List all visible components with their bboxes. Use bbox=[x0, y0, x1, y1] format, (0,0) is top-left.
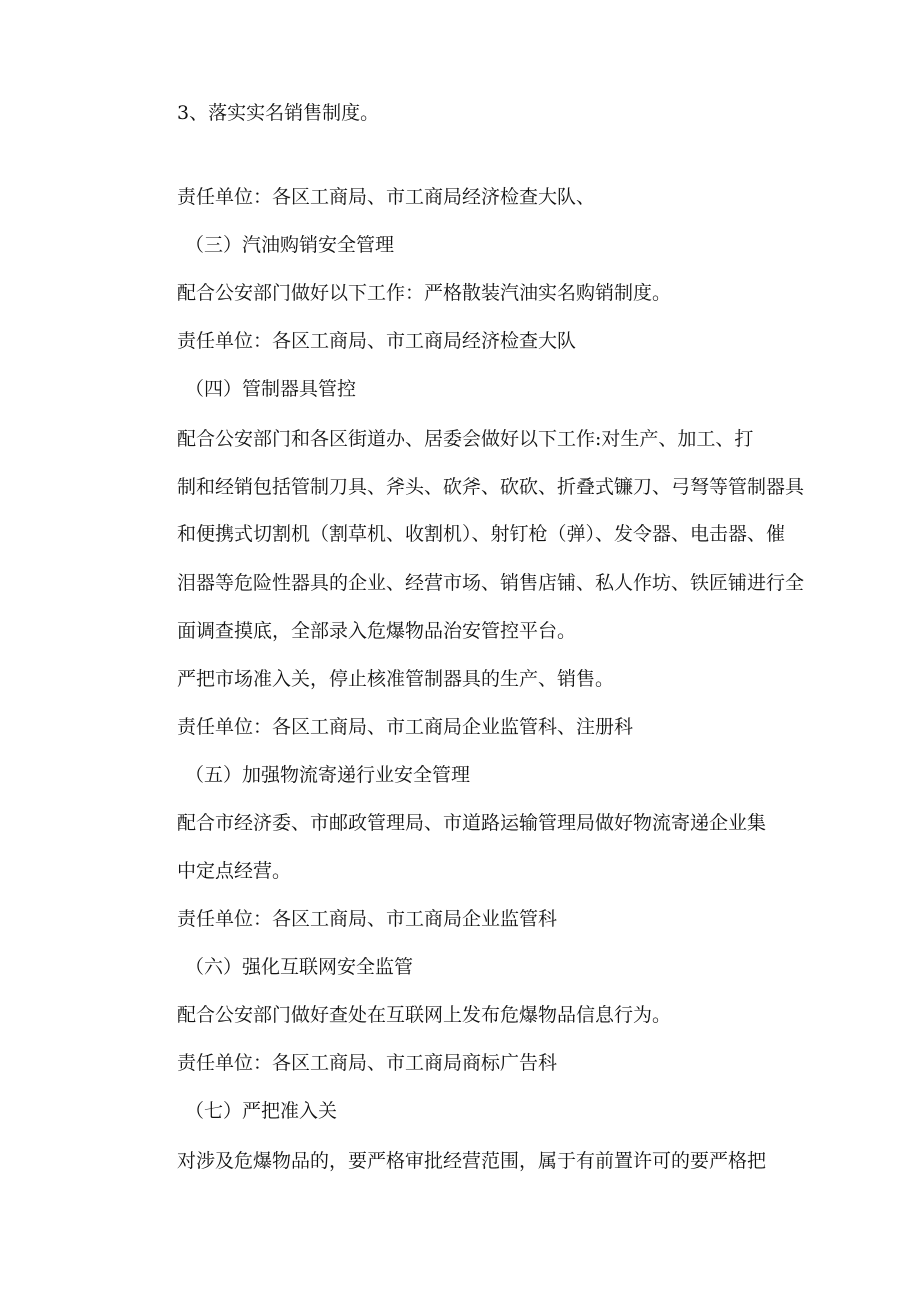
list-item-real-name-sales: 3、落实实名销售制度。 bbox=[177, 102, 380, 124]
paragraph-line: 配合公安部门做好查处在互联网上发布危爆物品信息行为。 bbox=[177, 1004, 672, 1026]
paragraph-line: 面调查摸底，全部录入危爆物品治安管控平台。 bbox=[177, 620, 577, 642]
paragraph-line: 配合公安部门和各区街道办、居委会做好以下工作:对生产、加工、打 bbox=[177, 428, 754, 450]
paragraph-line: 制和经销包括管制刀具、斧头、砍斧、砍砍、折叠式镰刀、弓弩等管制器具 bbox=[177, 476, 805, 498]
paragraph-line: 和便携式切割机（割草机、收割机）、射钉枪（弹）、发令器、电击器、催 bbox=[177, 523, 786, 545]
section-heading-controlled-tools: （四）管制器具管控 bbox=[185, 378, 357, 400]
responsible-unit-line: 责任单位：各区工商局、市工商局商标广告科 bbox=[177, 1052, 558, 1074]
paragraph-line: 严把市场准入关，停止核准管制器具的生产、销售。 bbox=[177, 668, 615, 690]
paragraph-line: 泪器等危险性器具的企业、经营市场、销售店铺、私人作坊、铁匠铺进行全 bbox=[177, 572, 805, 594]
paragraph-line: 对涉及危爆物品的，要严格审批经营范围，属于有前置许可的要严格把 bbox=[177, 1150, 767, 1172]
section-heading-logistics: （五）加强物流寄递行业安全管理 bbox=[185, 764, 471, 786]
responsible-unit-line: 责任单位：各区工商局、市工商局企业监管科 bbox=[177, 908, 558, 930]
paragraph-line: 配合市经济委、市邮政管理局、市道路运输管理局做好物流寄递企业集 bbox=[177, 812, 767, 834]
section-heading-gasoline: （三）汽油购销安全管理 bbox=[185, 234, 395, 256]
paragraph-line: 配合公安部门做好以下工作：严格散装汽油实名购销制度。 bbox=[177, 282, 672, 304]
responsible-unit-line: 责任单位：各区工商局、市工商局企业监管科、注册科 bbox=[177, 716, 634, 738]
section-heading-internet: （六）强化互联网安全监管 bbox=[185, 956, 414, 978]
paragraph-line: 中定点经营。 bbox=[177, 860, 292, 882]
section-heading-market-entry: （七）严把准入关 bbox=[185, 1100, 338, 1122]
responsible-unit-line: 责任单位：各区工商局、市工商局经济检查大队 bbox=[177, 330, 577, 352]
responsible-unit-line: 责任单位：各区工商局、市工商局经济检查大队、 bbox=[177, 186, 596, 208]
